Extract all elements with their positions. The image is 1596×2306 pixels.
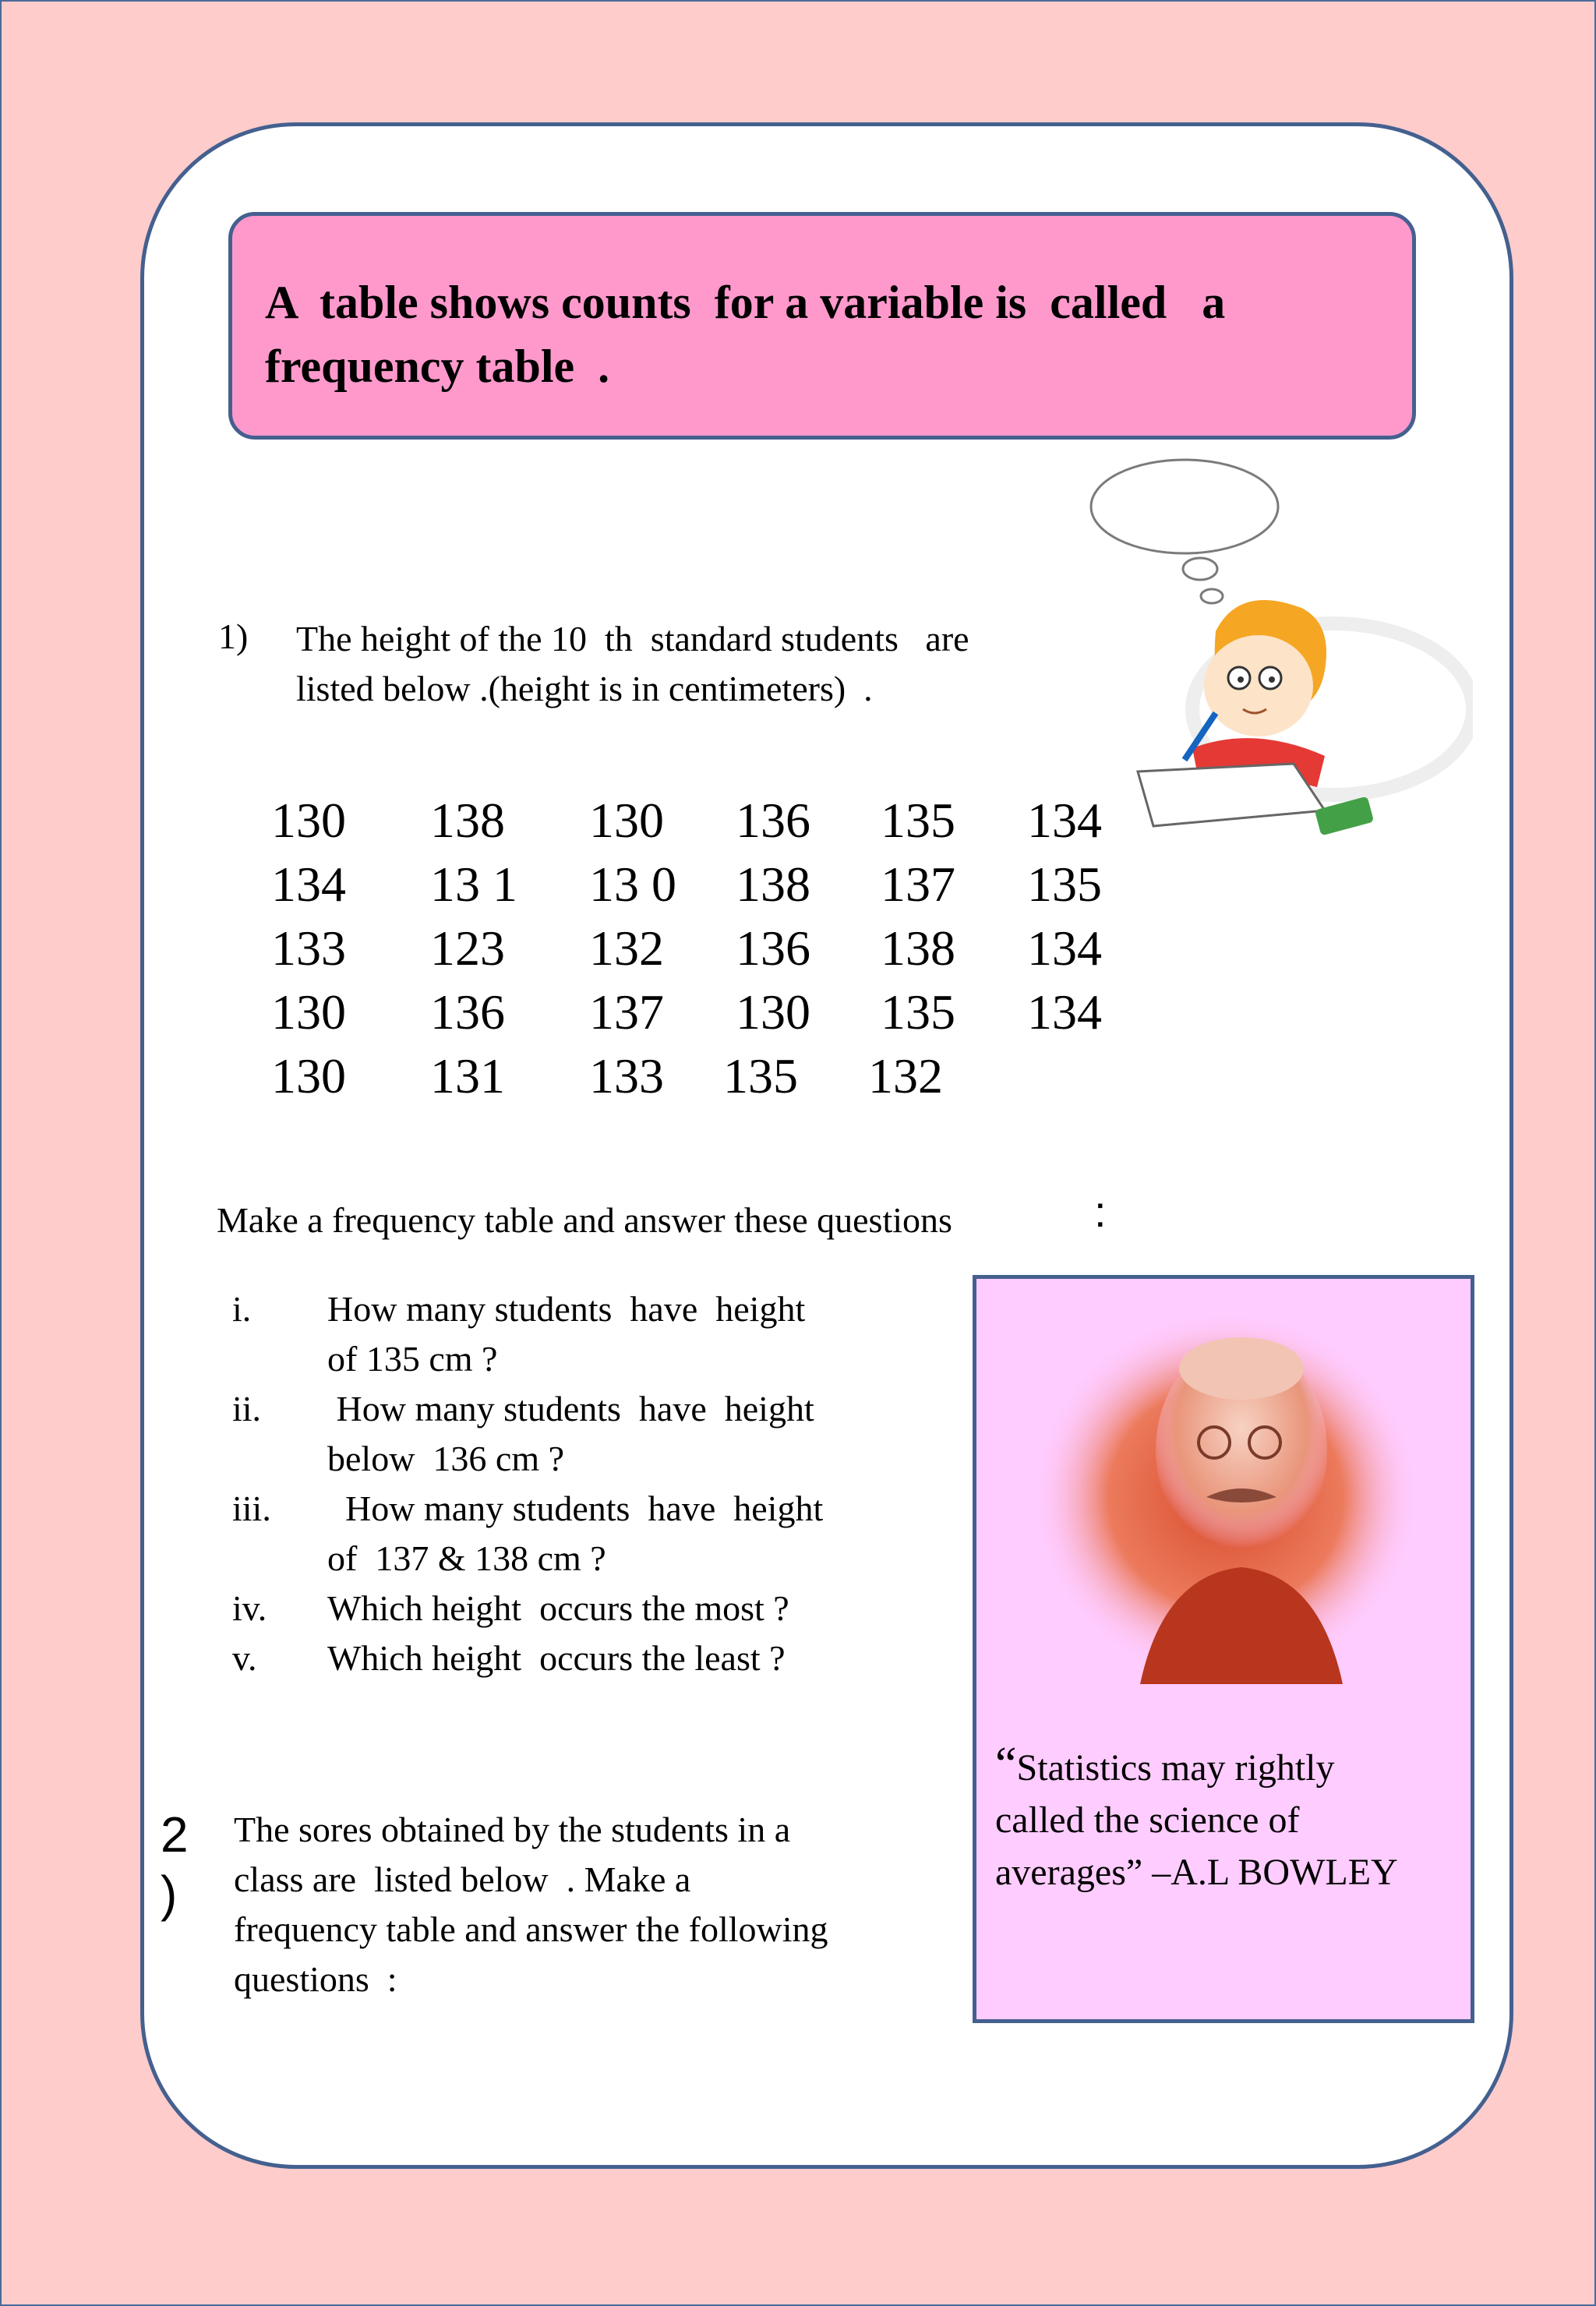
height-value: 135 <box>1027 856 1102 912</box>
sub-question-line: How many students have height <box>327 1389 814 1428</box>
height-value: 130 <box>271 1048 346 1104</box>
height-value: 137 <box>881 856 955 912</box>
sub-question-line: Which height occurs the most ? <box>327 1588 789 1628</box>
sub-question-line: How many students have height <box>327 1488 824 1528</box>
height-value: 138 <box>736 856 810 912</box>
sub-question-line: How many students have height <box>327 1289 806 1329</box>
sub-question-line: of 135 cm ? <box>327 1339 498 1379</box>
height-value: 133 <box>589 1048 664 1104</box>
height-value: 135 <box>881 793 955 848</box>
quote-text <box>995 1739 1463 1898</box>
height-value: 130 <box>271 984 346 1040</box>
instruction-text: Make a frequency table and answer these questions <box>217 1200 952 1240</box>
height-value: 13 1 <box>430 856 517 912</box>
height-value: 135 <box>881 984 955 1040</box>
height-value: 13 0 <box>589 856 676 912</box>
sub-question-line: Which height occurs the least ? <box>327 1638 786 1678</box>
sub-question-number: iii. <box>232 1488 271 1528</box>
height-value: 136 <box>736 920 810 976</box>
question-2-line-4: questions : <box>234 1959 397 1999</box>
height-value: 136 <box>736 793 810 848</box>
height-value: 137 <box>589 984 664 1040</box>
question-1-line-1: The height of the 10 th standard students are <box>296 619 969 659</box>
sub-question-line: of 137 & 138 cm ? <box>327 1538 606 1578</box>
height-value: 130 <box>589 793 664 848</box>
question-1-number: 1) <box>218 616 249 656</box>
quote-box <box>973 1275 1474 2023</box>
bowley-portrait-image <box>1008 1294 1444 1684</box>
height-value: 130 <box>736 984 810 1040</box>
height-value: 134 <box>1027 984 1102 1040</box>
height-value: 134 <box>1027 920 1102 976</box>
sub-question-number: iv. <box>232 1588 267 1628</box>
thinking-child-image <box>1036 452 1473 857</box>
sub-question-number: v. <box>232 1638 257 1678</box>
height-value: 138 <box>430 793 505 848</box>
sub-question-line: below 136 cm ? <box>327 1439 565 1478</box>
height-value: 136 <box>430 984 505 1040</box>
instruction-colon: : <box>1094 1187 1107 1236</box>
question-2-line-3: frequency table and answer the following <box>234 1909 828 1949</box>
definition-text: A table shows counts for a variable is called a frequency table . <box>265 277 1226 392</box>
height-value: 132 <box>868 1048 943 1104</box>
height-value: 134 <box>1027 793 1102 848</box>
quote-open-mark: “ <box>995 1738 1017 1791</box>
question-2-number: 2 ) <box>161 1806 189 1922</box>
definition-box <box>228 212 1416 440</box>
sub-question-number: i. <box>232 1289 252 1329</box>
height-value: 132 <box>589 920 664 976</box>
height-value: 134 <box>271 856 346 912</box>
quote-body: Statistics may rightly called the science of averages” –A.L BOWLEY <box>995 1747 1398 1893</box>
height-value: 130 <box>271 793 346 848</box>
question-1-line-2: listed below .(height is in centimeters) . <box>296 669 873 708</box>
height-value: 131 <box>430 1048 505 1104</box>
height-value: 135 <box>723 1048 798 1104</box>
sub-question-number: ii. <box>232 1389 262 1428</box>
question-2-line-2: class are listed below . Make a <box>234 1859 691 1899</box>
height-value: 123 <box>430 920 505 976</box>
question-2-line-1: The sores obtained by the students in a <box>234 1810 791 1849</box>
height-value: 133 <box>271 920 346 976</box>
height-value: 138 <box>881 920 955 976</box>
